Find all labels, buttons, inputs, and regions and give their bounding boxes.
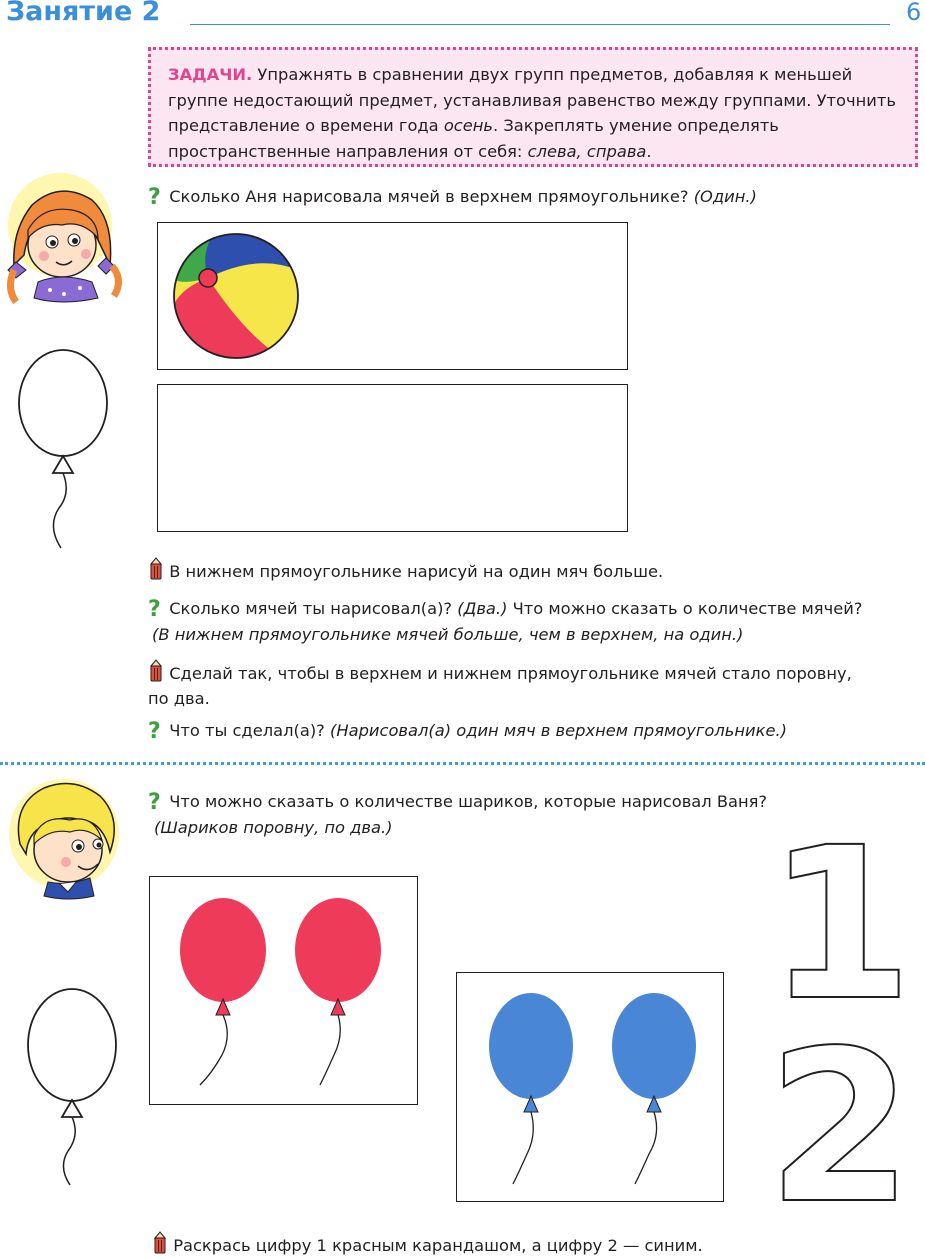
question-2 <box>148 596 862 621</box>
question-icon: ? <box>148 719 161 744</box>
tasks-season: осень <box>443 116 493 135</box>
question-2-more-answer: (В нижнем прямоугольнике мячей больше, чем в верхнем, на один.) <box>152 625 744 644</box>
question-icon: ? <box>148 185 161 210</box>
question-icon: ? <box>148 597 161 622</box>
outline-digits[interactable] <box>766 802 914 1250</box>
header-divider <box>190 24 890 25</box>
page-title: Занятие 2 <box>6 0 161 27</box>
balloon-icon <box>489 993 573 1184</box>
balloon-outline-icon <box>22 985 122 1190</box>
girl-avatar <box>2 170 132 310</box>
pencil-icon <box>152 1232 168 1254</box>
tasks-text-part1: Упражнять в сравнении двух групп предметов, добавляя к меньшей группе недостающий предмет, устанавливая равенство между группами. Уточнить представление о времени года <box>168 65 896 135</box>
task-3 <box>152 1232 703 1258</box>
balloon-icon <box>180 898 266 1085</box>
task-2-text-line1: Сделай так, чтобы в верхнем и нижнем прямоугольнике мячей стало поровну, <box>169 664 852 683</box>
question-4-text: Что можно сказать о количестве шариков, которые нарисовал Ваня? <box>169 792 768 811</box>
digit-two[interactable]: 2 <box>766 1005 914 1250</box>
task-3-text: Раскрась цифру 1 красным карандашом, а цифру 2 — синим. <box>173 1236 703 1255</box>
boy-avatar <box>4 774 124 904</box>
red-balloons <box>170 895 400 1095</box>
tasks-label: ЗАДАЧИ. <box>168 65 253 84</box>
question-4 <box>148 789 767 814</box>
task-2 <box>148 660 852 686</box>
question-3 <box>148 718 787 743</box>
question-1-text: Сколько Аня нарисовала мячей в верхнем прямоугольнике? <box>169 187 689 206</box>
pencil-icon <box>148 660 164 682</box>
tasks-text-part3: . <box>646 141 652 161</box>
blue-balloons <box>475 988 705 1193</box>
digit-one[interactable]: 1 <box>766 802 914 1047</box>
question-1 <box>148 184 757 209</box>
tasks-directions: слева, справа <box>527 141 647 161</box>
task-1 <box>148 558 663 584</box>
tasks-text <box>168 62 908 164</box>
task-2-text-line2: по два. <box>148 689 210 708</box>
tasks-text-part2: . Закреплять умение определять пространственные направления от себя: <box>168 116 779 161</box>
question-2-text: Сколько мячей ты нарисовал(а)? <box>169 599 453 618</box>
balloon-outline-icon <box>15 348 115 553</box>
question-icon: ? <box>148 790 161 815</box>
balloon-icon <box>295 898 381 1085</box>
pencil-icon <box>148 558 164 580</box>
balloon-icon <box>612 993 696 1184</box>
lower-rectangle[interactable] <box>157 384 628 532</box>
question-2-answer: (Два.) <box>457 599 508 618</box>
question-3-text: Что ты сделал(а)? <box>169 721 325 740</box>
question-3-answer: (Нарисовал(а) один мяч в верхнем прямоугольнике.) <box>330 721 787 740</box>
question-1-answer: (Один.) <box>693 187 757 206</box>
task-1-text: В нижнем прямоугольнике нарисуй на один мяч больше. <box>169 562 664 581</box>
question-2-more-text: Что можно сказать о количестве мячей? <box>512 599 863 618</box>
question-4-answer: (Шариков поровну, по два.) <box>154 818 393 837</box>
page-number: 6 <box>906 0 922 26</box>
section-divider <box>0 762 925 765</box>
ball-icon <box>170 232 302 362</box>
